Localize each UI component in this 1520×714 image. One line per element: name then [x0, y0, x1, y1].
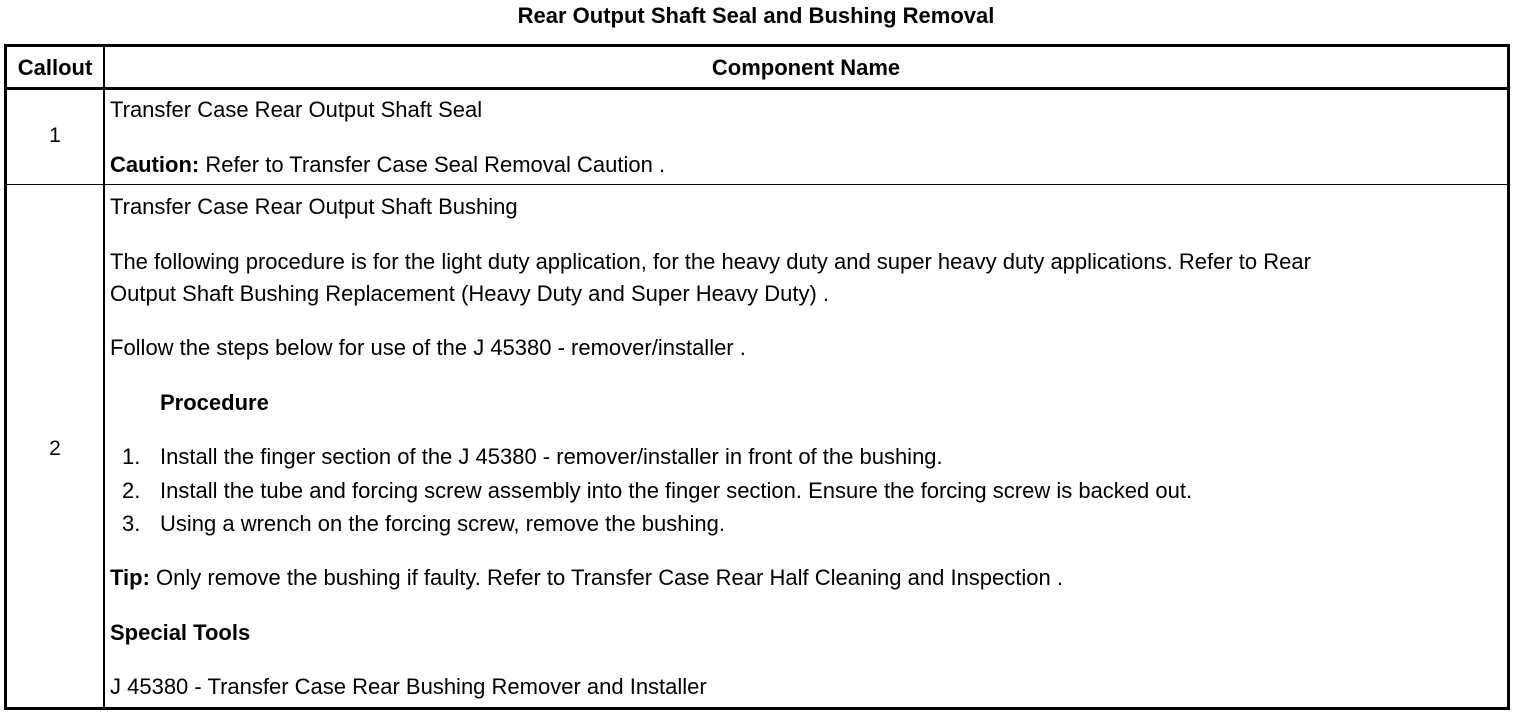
step-number: 2.	[122, 478, 141, 503]
special-tool-item: J 45380 - Transfer Case Rear Bushing Remover and Installer	[110, 674, 707, 699]
caution-note	[110, 149, 665, 181]
component-table	[4, 44, 1510, 710]
callout-number-1: 1	[49, 124, 61, 147]
callout-column-header: Callout	[17, 55, 93, 80]
steps-intro: Follow the steps below for use of the J 45380 - remover/installer .	[110, 335, 746, 360]
special-tools-heading: Special Tools	[110, 620, 251, 645]
tip-note	[110, 562, 1063, 594]
step-text: Install the tube and forcing screw assembly into the finger section. Ensure the forcing screw is backed out.	[160, 478, 1193, 503]
document-title: Rear Output Shaft Seal and Bushing Removal	[517, 3, 995, 28]
intro-paragraph-line-2: Output Shaft Bushing Replacement (Heavy Duty and Super Heavy Duty) .	[110, 281, 830, 306]
component-name-column-header: Component Name	[711, 55, 901, 80]
caution-label: Caution:	[110, 152, 200, 177]
step-number: 3.	[122, 511, 141, 536]
header-divider	[7, 87, 1507, 90]
component-name-1: Transfer Case Rear Output Shaft Seal	[110, 97, 483, 122]
component-name-2: Transfer Case Rear Output Shaft Bushing	[110, 194, 518, 219]
row-divider	[7, 184, 1507, 185]
callout-number-2: 2	[49, 437, 61, 460]
step-text: Install the finger section of the J 45380 - remover/installer in front of the bushing.	[160, 444, 943, 469]
procedure-heading: Procedure	[160, 390, 269, 415]
tip-label: Tip:	[110, 565, 150, 590]
caution-text: Refer to Transfer Case Seal Removal Caution .	[199, 152, 666, 177]
tip-text: Only remove the bushing if faulty. Refer to Transfer Case Rear Half Cleaning and Inspection .	[149, 565, 1063, 590]
intro-paragraph-line-1: The following procedure is for the light duty application, for the heavy duty and super heavy duty applications. Refer to Rear	[110, 249, 1311, 274]
step-number: 1.	[122, 444, 141, 469]
step-text: Using a wrench on the forcing screw, remove the bushing.	[160, 511, 725, 536]
column-divider	[103, 47, 105, 707]
